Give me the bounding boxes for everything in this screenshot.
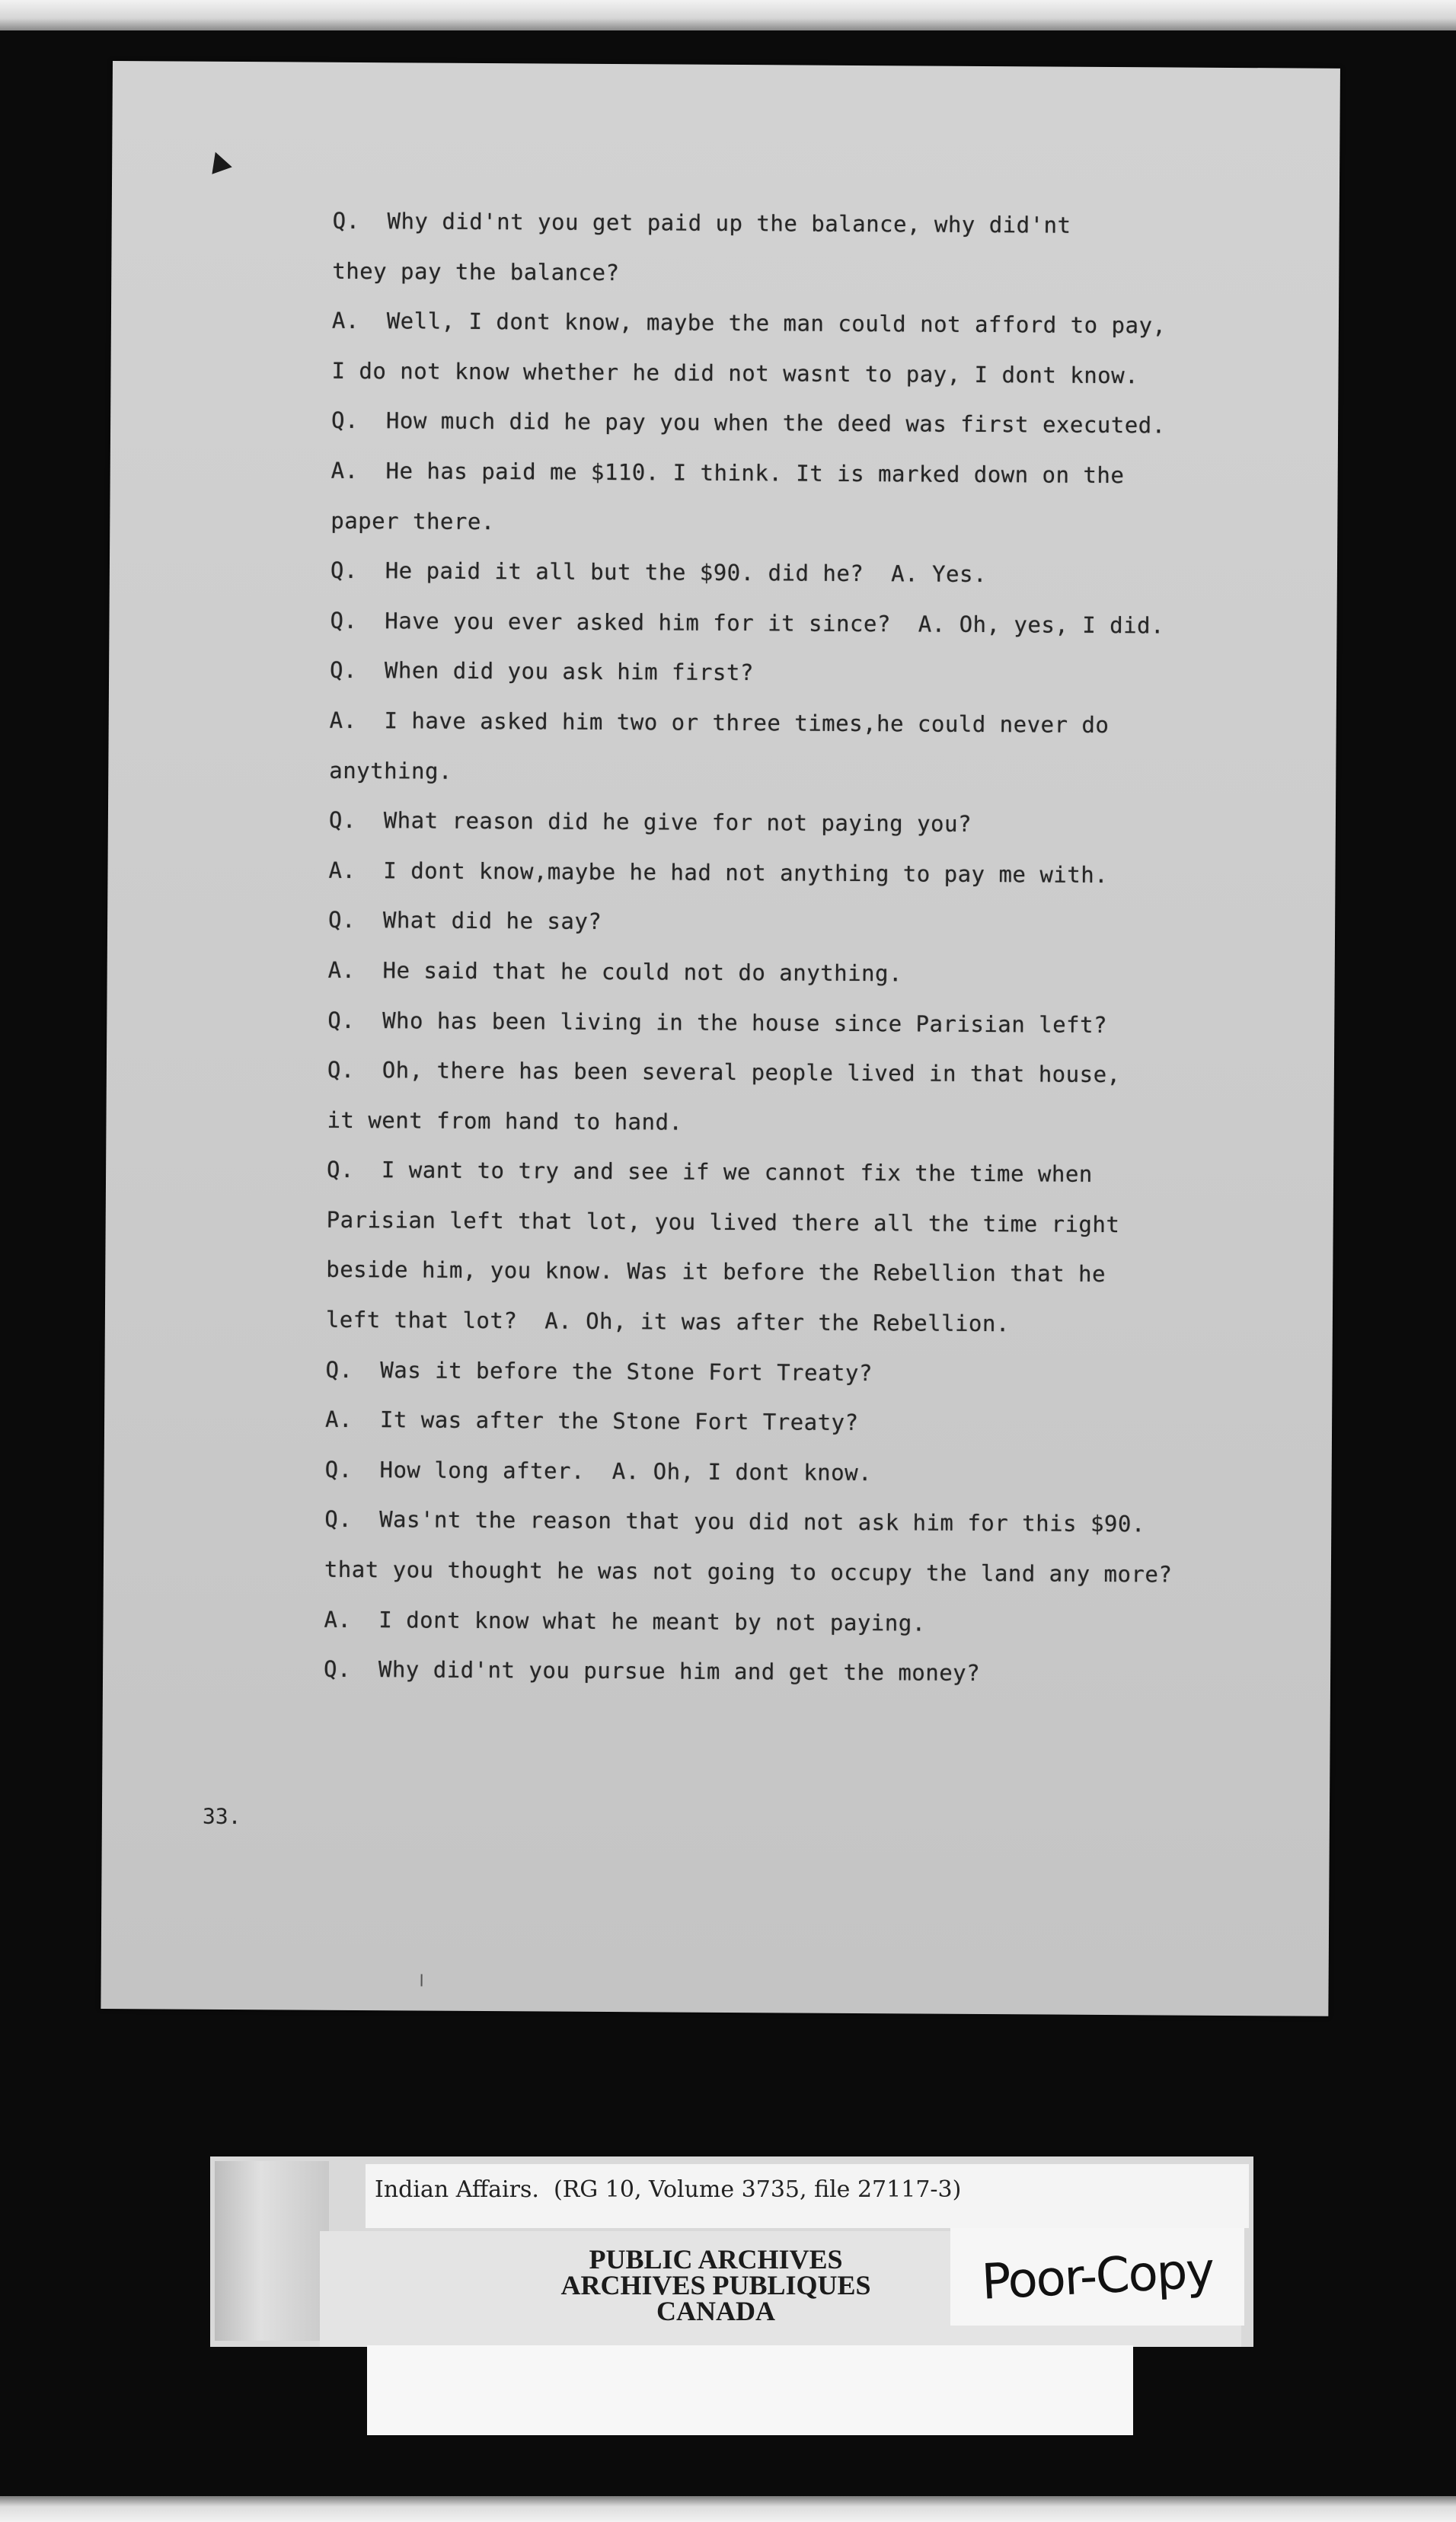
transcript-lines	[324, 196, 1414, 1701]
transcript-line: Q. Was'nt the reason that you did not ask him for this $90.	[324, 1506, 1145, 1537]
transcript-line: they pay the balance?	[332, 257, 620, 286]
film-edge-top	[0, 0, 1456, 30]
page-number: 33.	[202, 1803, 241, 1830]
transcript-line: Q. Was it before the Stone Fort Treaty?	[325, 1356, 873, 1386]
transcript-line: A. Well, I dont know, maybe the man could not afford to pay,	[331, 307, 1167, 339]
transcript-line: beside him, you know. Was it before the Rebellion that he	[326, 1256, 1106, 1288]
transcript-line: Q. When did you ask him first?	[330, 657, 754, 686]
transcript-line: A. I dont know what he meant by not paying.	[324, 1606, 926, 1636]
transcript-line: Q. He paid it all but the $90. did he? A. Yes.	[330, 557, 988, 588]
transcript-line: A. He has paid me $110. I think. It is marked down on the	[330, 457, 1125, 489]
stray-mark	[421, 1975, 423, 1987]
archive-line-1: PUBLIC ARCHIVES	[589, 2244, 843, 2275]
document-page	[101, 61, 1340, 2016]
transcript-line: I do not know whether he did not wasnt to pay, I dont know.	[331, 357, 1139, 389]
transcript-line: Q. What did he say?	[328, 907, 602, 935]
archive-line-2: ARCHIVES PUBLIQUES	[560, 2270, 871, 2300]
transcript-line: Q. What reason did he give for not paying you?	[328, 806, 972, 838]
transcript-line: Q. Who has been living in the house since Parisian left?	[327, 1007, 1108, 1038]
transcript-line: A. I dont know,maybe he had not anything to pay me with.	[328, 857, 1109, 888]
poor-copy-text: Poor-Copy	[980, 2243, 1215, 2311]
archive-reference: Indian Affairs. (RG 10, Volume 3735, file 27117-3)	[375, 2176, 962, 2203]
transcript-line: Q. Why did'nt you get paid up the balance, why did'nt	[332, 207, 1071, 238]
transcript-line: A. He said that he could not do anything.	[327, 956, 903, 987]
transcript-line: Q. Oh, there has been several people lived in that house,	[327, 1056, 1121, 1088]
transcript-line: left that lot? A. Oh, it was after the Rebellion.	[325, 1306, 1010, 1337]
film-edge-bottom	[0, 2496, 1456, 2522]
poor-copy-stamp	[950, 2228, 1244, 2326]
transcript-line: Q. Why did'nt you pursue him and get the money?	[324, 1655, 981, 1687]
transcript-line: A. I have asked him two or three times,he could never do	[329, 707, 1110, 738]
transcript-line: Parisian left that lot, you lived there all the time right	[326, 1206, 1120, 1237]
transcript-line: that you thought he was not going to occupy the land any more?	[324, 1556, 1173, 1588]
archive-stamp-text	[487, 2246, 944, 2324]
transcript-line: A. It was after the Stone Fort Treaty?	[325, 1406, 859, 1436]
transcript-line: Q. How long after. A. Oh, I dont know.	[324, 1456, 873, 1486]
archive-line-3: CANADA	[656, 2296, 775, 2326]
archive-blank-strip	[367, 2345, 1133, 2435]
transcript-line: it went from hand to hand.	[327, 1106, 683, 1135]
transcript-line: Q. How much did he pay you when the deed was first executed.	[331, 407, 1166, 439]
transcript-line: paper there.	[330, 507, 495, 535]
transcript-line: anything.	[329, 757, 453, 784]
transcript-line: Q. Have you ever asked him for it since? A. Oh, yes, I did.	[330, 607, 1165, 639]
archive-label-tape	[215, 2161, 329, 2341]
transcript-line: Q. I want to try and see if we cannot fix the time when	[327, 1157, 1093, 1188]
corner-mark	[206, 148, 232, 174]
